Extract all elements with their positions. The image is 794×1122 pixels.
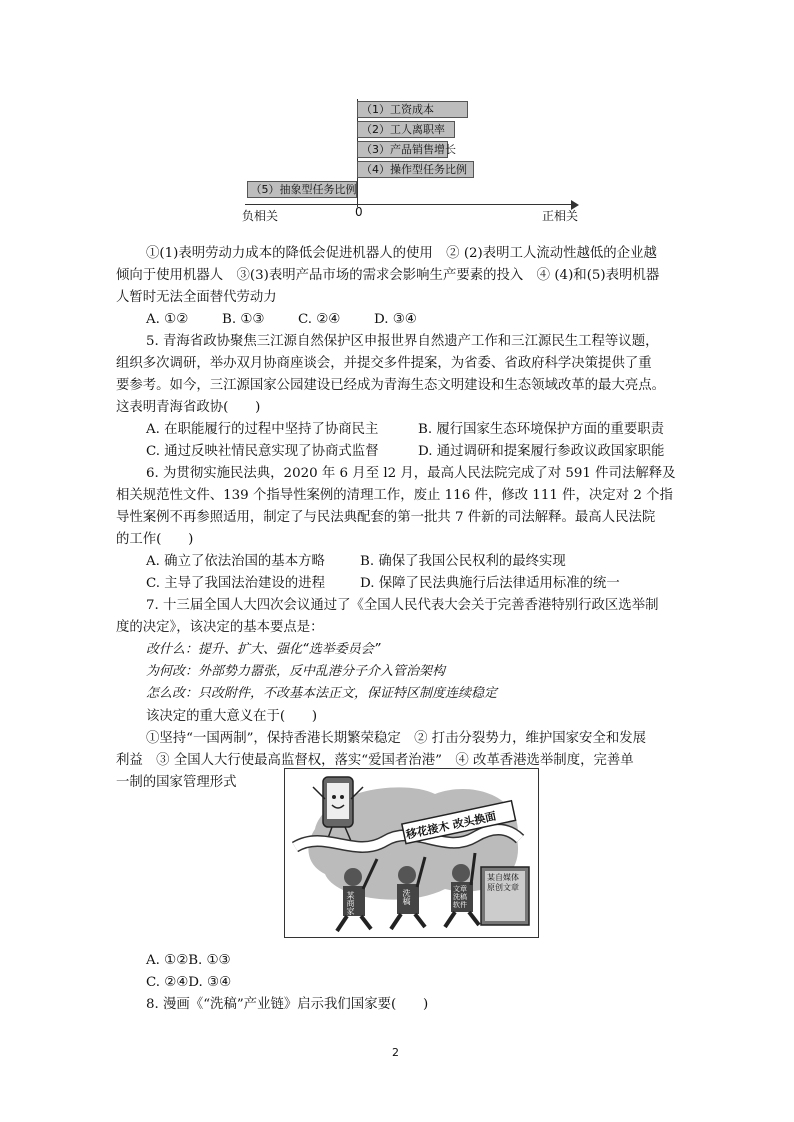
q4-option-a[interactable]: A. ①② [146, 312, 189, 327]
chart-bar: （2）工人离职率 [357, 121, 455, 138]
q5-option-b[interactable]: B. 履行国家生态环境保护方面的重要职责 [418, 422, 664, 437]
q6-stem-line: 相关规范性文件、139 个指导性案例的清理工作，废止 116 件，修改 111 件，决定对 2 个指 [116, 488, 673, 503]
q7-statement-line: ①坚持“一国两制”，保持香港长期繁荣稳定 ② 打击分裂势力，维护国家安全和发展 [146, 731, 647, 746]
q7-point-how: 怎么改：只改附件，不改基本法正文，保证特区制度连续稳定 [146, 686, 498, 701]
origin-label: 0 [355, 205, 363, 219]
chart-bar: （1）工资成本 [357, 101, 468, 118]
q4-statement-line: ①(1)表明劳动力成本的降低会促进机器人的使用 ② (2)表明工人流动性越低的企业越 [146, 246, 657, 261]
cartoon-label-merchant: 某商家 [346, 891, 355, 915]
q5-option-d[interactable]: D. 通过调研和提案履行参政议政国家职能 [418, 444, 665, 459]
q5-stem-line: 组织多次调研，举办双月协商座谈会，并提交多件提案，为省委、省政府科学决策提供了重 [116, 356, 652, 371]
q7-stem-line: 度的决定》，该决定的基本要点是： [116, 620, 324, 635]
cartoon-label-software: 文章洗稿软件 [453, 885, 467, 909]
q6-stem-line: 导性案例不再参照适用，制定了与民法典配套的第一批共 7 件新的司法解释。最高人民法院 [116, 510, 656, 525]
q7-point-what: 改什么：提升、扩大、强化“选举委员会” [146, 642, 381, 657]
q6-option-b[interactable]: B. 确保了我国公民权利的最终实现 [360, 554, 566, 569]
chart-bar: （3）产品销售增长 [357, 141, 448, 158]
q6-option-c[interactable]: C. 主导了我国法治建设的进程 [146, 576, 325, 591]
chart-x-axis [245, 204, 575, 205]
q7-point-why: 为何改：外部势力嚣张，反中乱港分子介入管治架构 [146, 664, 446, 679]
q5-stem-line: 5. 青海省政协聚焦三江源自然保护区申报世界自然遗产工作和三江源民生工程等议题， [146, 334, 659, 349]
q5-option-a[interactable]: A. 在职能履行的过程中坚持了协商民主 [146, 422, 379, 437]
q4-option-d[interactable]: D. ③④ [374, 312, 417, 327]
q6-stem-line: 的工作( ) [116, 532, 194, 547]
q7-options-line[interactable]: A. ①②B. ①③ [146, 953, 231, 968]
q4-option-b[interactable]: B. ①③ [222, 312, 265, 327]
q4-statement-line: 人暂时无法全面替代劳动力 [116, 290, 277, 305]
q7-statement-line: 利益 ③ 全国人大行使最高监督权，落实“爱国者治港” ④ 改革香港选举制度，完善单 [116, 753, 634, 768]
negative-correlation-label: 负相关 [242, 209, 279, 223]
q4-option-c[interactable]: C. ②④ [298, 312, 341, 327]
q5-stem-line: 要参考。如今，三江源国家公园建设已经成为青海生态文明建设和生态领域改革的最大亮点。 [116, 378, 666, 393]
cartoon-banner-text: 移花接木 改头换面 [404, 809, 498, 842]
q5-stem-line: 这表明青海省政协( ) [116, 400, 261, 415]
q7-question: 该决定的重大意义在于( ) [146, 709, 318, 724]
cartoon-drawing [285, 769, 538, 937]
q6-stem-line: 6. 为贯彻实施民法典，2020 年 6 月至 l2 月，最高人民法院完成了对 591 件司法解释及 [146, 466, 676, 481]
cartoon-label-book: 某自媒体原创文章 [487, 873, 519, 892]
chart-bar: （4）操作型任务比例 [357, 161, 474, 178]
q5-option-c[interactable]: C. 通过反映社情民意实现了协商式监督 [146, 444, 379, 459]
chart-bar: （5）抽象型任务比例 [247, 181, 358, 198]
page-number: 2 [392, 1046, 399, 1059]
q8-stem-line: 8. 漫画《“洗稿”产业链》启示我们国家要( ) [146, 997, 429, 1012]
q6-option-a[interactable]: A. 确立了依法治国的基本方略 [146, 554, 325, 569]
q6-option-d[interactable]: D. 保障了民法典施行后法律适用标准的统一 [360, 576, 620, 591]
q7-stem-line: 7. 十三届全国人大四次会议通过了《全国人民代表大会关于完善香港特别行政区选举制 [146, 598, 659, 613]
q4-statement-line: 倾向于使用机器人 ③(3)表明产品市场的需求会影响生产要素的投入 ④ (4)和(5)表明机器 [116, 268, 660, 283]
washing-draft-cartoon [284, 768, 539, 938]
cartoon-label-wash: 洗稿 [402, 889, 411, 905]
q7-statement-line: 一制的国家管理形式 [116, 775, 237, 790]
correlation-bar-chart [230, 90, 590, 225]
positive-correlation-label: 正相关 [542, 209, 579, 223]
q7-options-line[interactable]: C. ②④D. ③④ [146, 975, 232, 990]
